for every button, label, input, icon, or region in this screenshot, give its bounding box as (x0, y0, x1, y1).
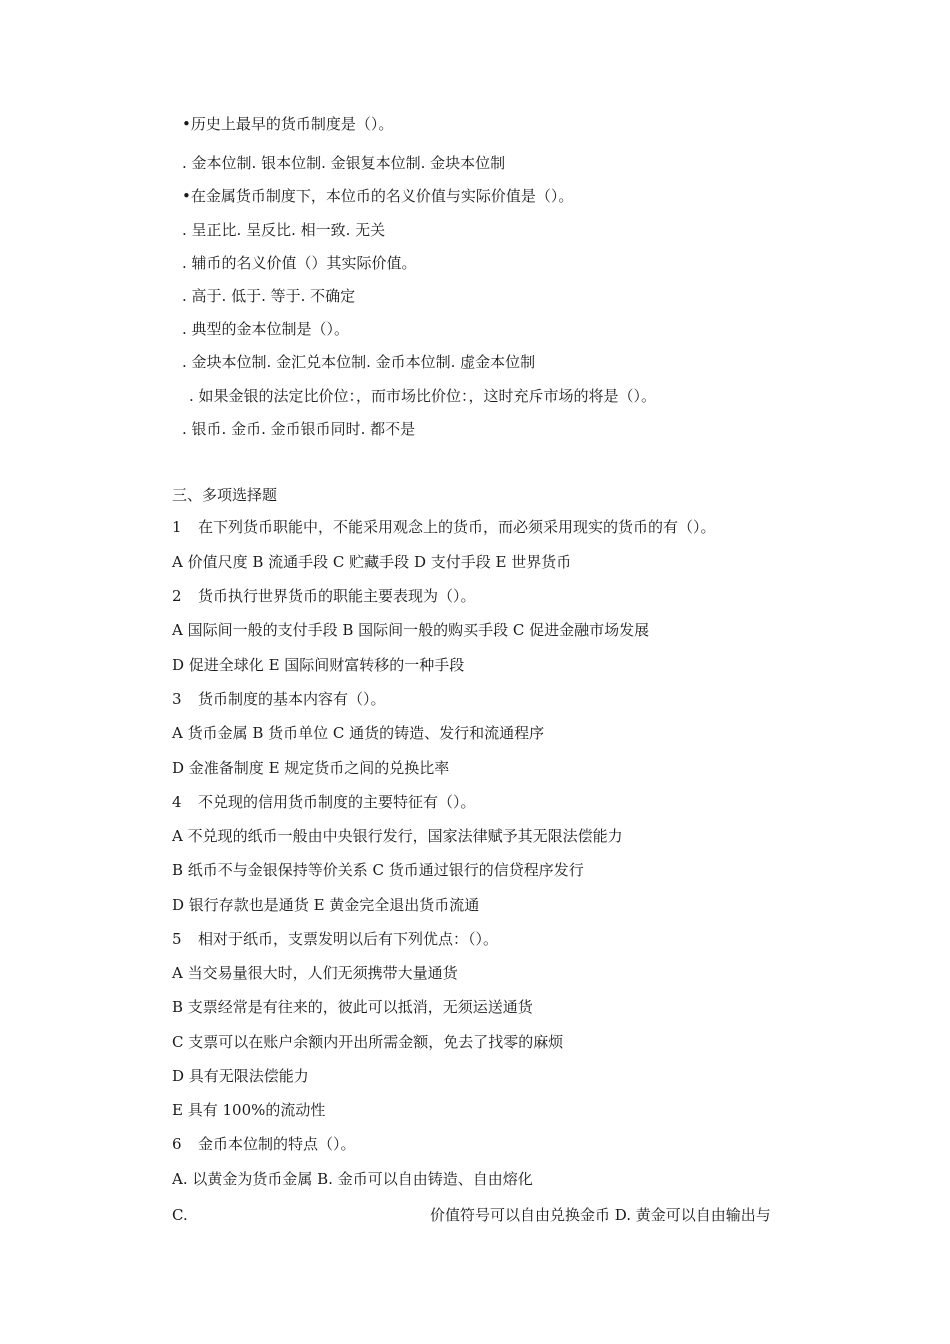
options-line: . 金本位制. 银本位制. 金银复本位制. 金块本位制 (182, 154, 506, 172)
options-line-prefix: C. (172, 1206, 188, 1224)
question-text: 相对于纸币，支票发明以后有下列优点：（）。 (198, 930, 499, 948)
section-title: 三、多项选择题 (172, 486, 278, 504)
options-line: . 银币. 金币. 金币银币同时. 都不是 (182, 420, 416, 438)
question-text: 不兑现的信用货币制度的主要特征有（）。 (198, 793, 476, 811)
question-number: 4 (172, 793, 182, 811)
options-line: A. 以黄金为货币金属 B. 金币可以自由铸造、自由熔化 (172, 1170, 533, 1188)
question-number: 6 (172, 1135, 182, 1153)
options-line: B 纸币不与金银保持等价关系 C 货币通过银行的信贷程序发行 (172, 861, 584, 879)
question-line: . 典型的金本位制是（）。 (182, 320, 350, 338)
question-line: . 辅币的名义价值（）其实际价值。 (182, 254, 417, 272)
question-line (172, 689, 386, 709)
options-line: A 价值尺度 B 流通手段 C 贮藏手段 D 支付手段 E 世界货币 (172, 553, 572, 571)
options-line: D 促进全球化 E 国际间财富转移的一种手段 (172, 656, 465, 674)
question-line (172, 929, 498, 949)
question-line: . 如果金银的法定比价位：，而市场比价位：，这时充斥市场的将是（）。 (189, 387, 657, 405)
options-line: . 金块本位制. 金汇兑本位制. 金币本位制. 虚金本位制 (182, 353, 536, 371)
question-number: 3 (172, 690, 182, 708)
question-number: 5 (172, 930, 182, 948)
options-line: B 支票经常是有往来的，彼此可以抵消，无须运送通货 (172, 998, 533, 1016)
question-number: 2 (172, 587, 182, 605)
question-line: •在金属货币制度下，本位币的名义价值与实际价值是（）。 (182, 187, 574, 205)
question-line (172, 1134, 356, 1154)
options-line: D 银行存款也是通货 E 黄金完全退出货币流通 (172, 896, 480, 914)
options-line: C 支票可以在账户余额内开出所需金额，免去了找零的麻烦 (172, 1033, 564, 1051)
options-line: A 不兑现的纸币一般由中央银行发行，国家法律赋予其无限法偿能力 (172, 827, 623, 845)
question-text: 货币执行世界货币的职能主要表现为（）。 (198, 587, 476, 605)
question-number: 1 (172, 518, 182, 536)
question-text: 货币制度的基本内容有（）。 (198, 690, 386, 708)
question-line (172, 586, 476, 606)
options-line-rest: 价值符号可以自由兑换金币 D. 黄金可以自由输出与 (430, 1206, 771, 1224)
options-line: A 货币金属 B 货币单位 C 通货的铸造、发行和流通程序 (172, 724, 545, 742)
question-line (172, 517, 716, 537)
options-line: . 呈正比. 呈反比. 相一致. 无关 (182, 221, 386, 239)
options-line: D 具有无限法偿能力 (172, 1067, 309, 1085)
options-line: D 金准备制度 E 规定货币之间的兑换比率 (172, 759, 450, 777)
options-line: A 当交易量很大时，人们无须携带大量通货 (172, 964, 458, 982)
options-line: E 具有 100%的流动性 (172, 1101, 326, 1119)
options-line: . 高于. 低于. 等于. 不确定 (182, 287, 356, 305)
question-line: •历史上最早的货币制度是（）。 (182, 115, 394, 133)
question-text: 金币本位制的特点（）。 (198, 1135, 356, 1153)
question-line (172, 792, 476, 812)
question-text: 在下列货币职能中，不能采用观念上的货币，而必须采用现实的货币的有（）。 (198, 518, 716, 536)
options-line: A 国际间一般的支付手段 B 国际间一般的购买手段 C 促进金融市场发展 (172, 621, 650, 639)
